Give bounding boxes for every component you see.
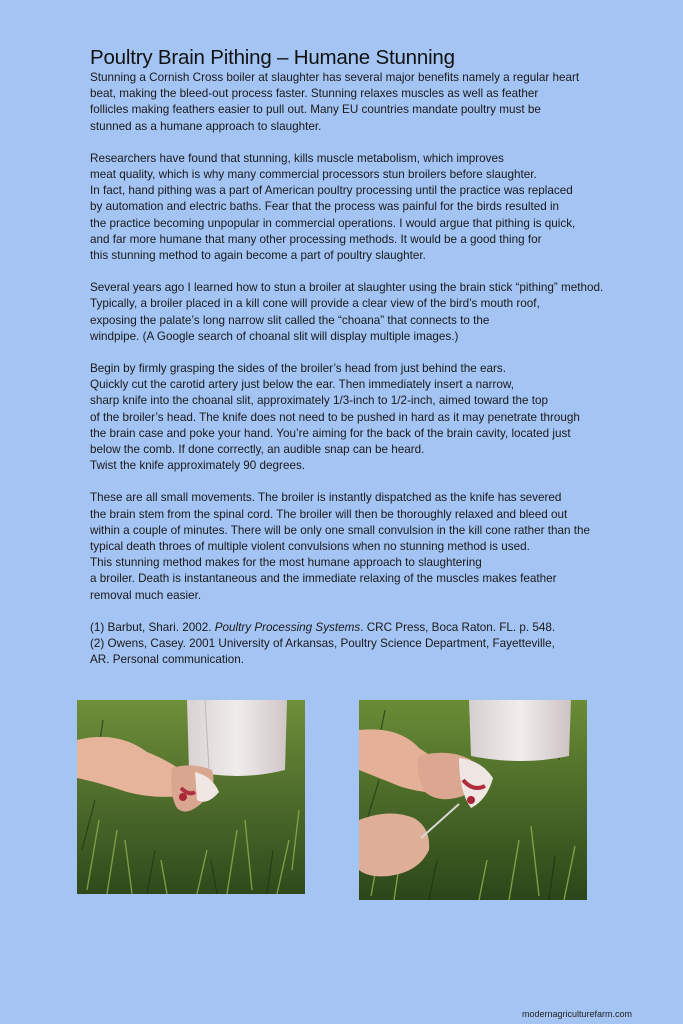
reference-2-line: AR. Personal communication. xyxy=(90,653,244,667)
article xyxy=(90,46,650,669)
references xyxy=(90,620,650,669)
reference-2-line: (2) Owens, Casey. 2001 University of Arkansas, Poultry Science Department, Fayetteville, xyxy=(90,637,555,651)
paragraph-line: a broiler. Death is instantaneous and the immediate relaxing of the muscles makes feather xyxy=(90,572,557,586)
paragraph-line: windpipe. (A Google search of choanal slit will display multiple images.) xyxy=(90,329,459,343)
paragraph-line: Twist the knife approximately 90 degrees. xyxy=(90,459,306,473)
paragraph-line: Begin by firmly grasping the sides of the broiler’s head from just behind the ears. xyxy=(90,362,506,376)
page-title: Poultry Brain Pithing – Humane Stunning xyxy=(90,46,455,69)
paragraph-line: follicles making feathers easier to pull out. Many EU countries mandate poultry must be xyxy=(90,103,541,117)
paragraph-line: stunned as a humane approach to slaughter. xyxy=(90,119,322,133)
paragraph-line: Researchers have found that stunning, kills muscle metabolism, which improves xyxy=(90,151,504,165)
paragraph xyxy=(90,280,650,345)
paragraph-line: the brain stem from the spinal cord. The broiler will then be thoroughly relaxed and bleed out xyxy=(90,507,568,521)
paragraph-line: Typically, a broiler placed in a kill cone will provide a clear view of the bird’s mouth roof, xyxy=(90,297,540,311)
paragraph-line: by automation and electric baths. Fear that the process was painful for the birds resulted in xyxy=(90,200,560,214)
paragraph xyxy=(90,361,650,474)
source-credit: modernagriculturefarm.com xyxy=(521,1009,632,1019)
paragraph-line: removal much easier. xyxy=(90,588,202,602)
paragraph-line: Stunning a Cornish Cross boiler at slaughter has several major benefits namely a regular heart xyxy=(90,71,580,84)
paragraph-line: the brain case and poke your hand. You’re aiming for the back of the brain cavity, located just xyxy=(90,426,571,440)
paragraph-line: Several years ago I learned how to stun a broiler at slaughter using the brain stick “pithing” method. xyxy=(90,281,604,295)
article-body xyxy=(90,70,650,604)
paragraph-line: Quickly cut the carotid artery just below the ear. Then immediately insert a narrow, xyxy=(90,378,514,392)
paragraph xyxy=(90,70,650,135)
paragraph-line: within a couple of minutes. There will be only one small convulsion in the kill cone rather than the xyxy=(90,523,591,537)
paragraph-line: This stunning method makes for the most humane approach to slaughtering xyxy=(90,556,482,570)
photo-pithing-step-2 xyxy=(359,700,587,900)
paragraph-line: In fact, hand pithing was a part of American poultry processing until the practice was replaced xyxy=(90,184,573,198)
paragraph-line: and far more humane that many other processing methods. It would be a good thing for xyxy=(90,232,542,246)
paragraph-line: exposing the palate’s long narrow slit called the “choana” that connects to the xyxy=(90,313,490,327)
paragraph-line: the practice becoming unpopular in commercial operations. I would argue that pithing is quick, xyxy=(90,216,576,230)
paragraph-line: typical death throes of multiple violent convulsions when no stunning method is used. xyxy=(90,540,530,554)
photo-pithing-step-1 xyxy=(77,700,305,894)
paragraph-line: of the broiler’s head. The knife does not need to be pushed in hard as it may penetrate through xyxy=(90,410,580,424)
paragraph xyxy=(90,151,650,264)
paragraph-line: below the comb. If done correctly, an audible snap can be heard. xyxy=(90,443,425,457)
paragraph-line: meat quality, which is why many commercial processors stun broilers before slaughter. xyxy=(90,168,537,182)
reference-1: (1) Barbut, Shari. 2002. Poultry Processing Systems. CRC Press, Boca Raton. FL. p. 548. xyxy=(90,620,556,634)
paragraph-line: this stunning method to again become a part of poultry slaughter. xyxy=(90,249,426,263)
paragraph-line: beat, making the bleed-out process faster. Stunning relaxes muscles as well as feather xyxy=(90,87,539,101)
paragraph-line: These are all small movements. The broiler is instantly dispatched as the knife has severed xyxy=(90,491,562,505)
paragraph-line: sharp knife into the choanal slit, approximately 1/3-inch to 1/2-inch, aimed toward the top xyxy=(90,394,549,408)
paragraph xyxy=(90,490,650,603)
